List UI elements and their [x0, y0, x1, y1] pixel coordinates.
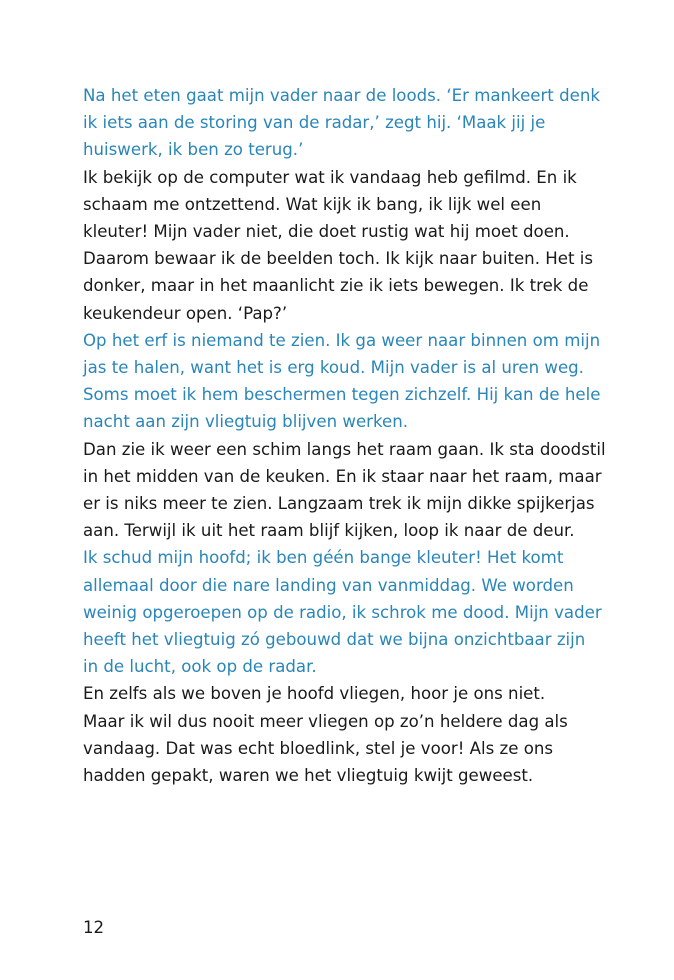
text-line: Ik bekijk op de computer wat ik vandaag heb gefilmd. En ik [83, 167, 577, 187]
text-line: heeft het vliegtuig zó gebouwd dat we bijna onzichtbaar zijn [83, 630, 586, 650]
text-line: Na het eten gaat mijn vader naar de loods. ‘Er mankeert denk [83, 86, 600, 105]
text-line: kleuter! Mijn vader niet, die doet rustig wat hij moet doen. [83, 222, 570, 242]
text-line: weinig opgeroepen op de radio, ik schrok me dood. Mijn vader [83, 602, 602, 622]
paragraph-2 [83, 164, 643, 327]
paragraph-5 [83, 544, 643, 680]
text-line: allemaal door die nare landing van vanmiddag. We worden [83, 575, 574, 595]
paragraph-3 [83, 327, 643, 436]
text-line: nacht aan zijn vliegtuig blijven werken. [83, 412, 408, 432]
text-line: donker, maar in het maanlicht zie ik iets bewegen. Ik trek de [83, 276, 589, 296]
text-line: er is niks meer te zien. Langzaam trek ik mijn dikke spijkerjas [83, 494, 595, 514]
text-line: in de lucht, ook op de radar. [83, 657, 317, 677]
text-line: Soms moet ik hem beschermen tegen zichzelf. Hij kan de hele [83, 385, 601, 405]
paragraph-1 [83, 82, 643, 164]
text-line: vandaag. Dat was echt bloedlink, stel je voor! Als ze ons [83, 738, 554, 758]
text-line: schaam me ontzettend. Wat kijk ik bang, ik lijk wel een [83, 194, 542, 214]
text-line: hadden gepakt, waren we het vliegtuig kwijt geweest. [83, 766, 534, 786]
text-line: Op het erf is niemand te zien. Ik ga weer naar binnen om mijn [83, 330, 601, 350]
text-line: Ik schud mijn hoofd; ik ben géén bange kleuter! Het komt [83, 548, 564, 568]
story-text [83, 82, 643, 789]
paragraph-6 [83, 680, 643, 789]
text-line: jas te halen, want het is erg koud. Mijn vader is al uren weg. [83, 358, 584, 378]
text-line: Daarom bewaar ik de beelden toch. Ik kijk naar buiten. Het is [83, 249, 593, 269]
page-number: 12 [83, 918, 105, 937]
text-line: aan. Terwijl ik uit het raam blijf kijken, loop ik naar de deur. [83, 521, 575, 541]
text-line: Dan zie ik weer een schim langs het raam gaan. Ik sta doodstil [83, 439, 606, 459]
text-line: keukendeur open. ‘Pap?’ [83, 303, 288, 323]
text-line: huiswerk, ik ben zo terug.’ [83, 140, 304, 160]
paragraph-4 [83, 436, 643, 545]
text-line: Maar ik wil dus nooit meer vliegen op zo’n heldere dag als [83, 711, 568, 731]
text-line: En zelfs als we boven je hoofd vliegen, hoor je ons niet. [83, 684, 546, 704]
text-line: ik iets aan de storing van de radar,’ zegt hij. ‘Maak jij je [83, 113, 546, 133]
text-line: in het midden van de keuken. En ik staar naar het raam, maar [83, 466, 602, 486]
